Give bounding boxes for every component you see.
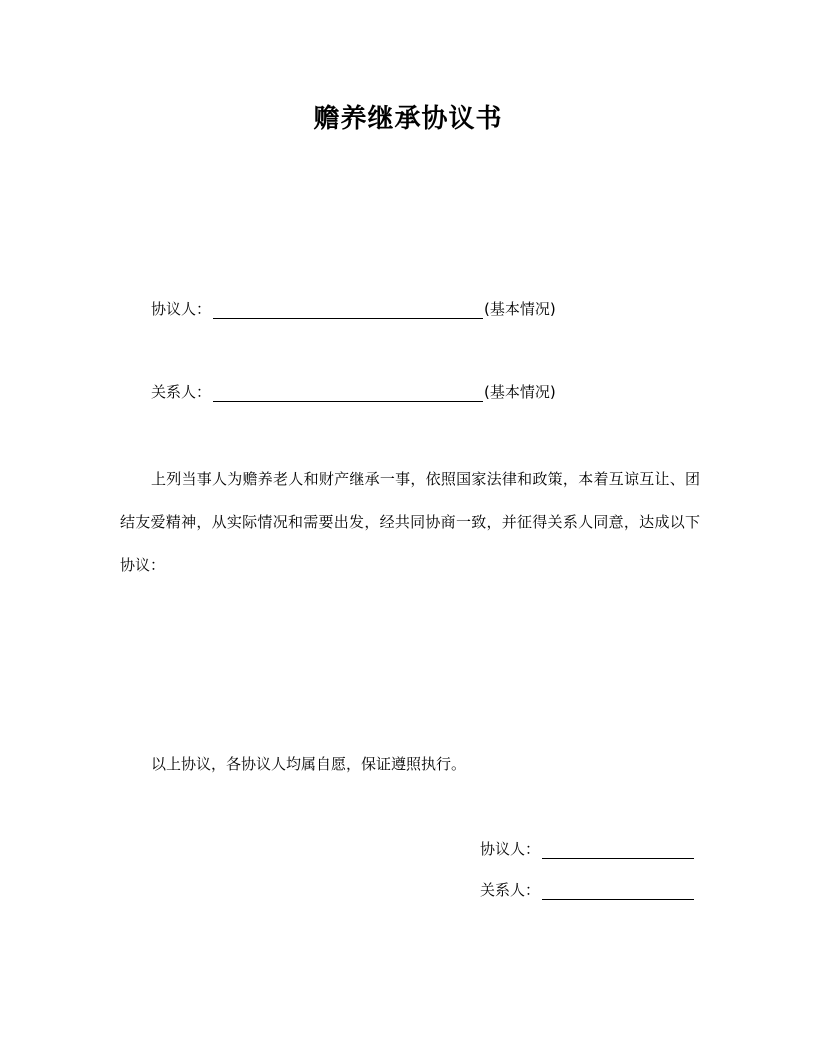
party-note: (基本情况) bbox=[484, 300, 556, 318]
document-title: 赡养继承协议书 bbox=[313, 104, 503, 134]
signature-related-label: 关系人： bbox=[480, 881, 541, 899]
signature-party-label: 协议人： bbox=[480, 840, 541, 858]
party-blank[interactable] bbox=[213, 302, 483, 319]
related-field bbox=[151, 381, 556, 402]
signature-party-blank[interactable] bbox=[542, 842, 694, 859]
signature-party bbox=[480, 838, 695, 859]
signature-related-blank[interactable] bbox=[542, 883, 694, 900]
related-blank[interactable] bbox=[213, 385, 483, 402]
related-label: 关系人： bbox=[151, 383, 212, 401]
party-field bbox=[151, 298, 556, 319]
related-note: (基本情况) bbox=[484, 383, 556, 401]
party-label: 协议人： bbox=[151, 300, 212, 318]
closing-statement: 以上协议，各协议人均属自愿，保证遵照执行。 bbox=[151, 755, 467, 773]
signature-related bbox=[480, 879, 695, 900]
intro-paragraph: 上列当事人为赡养老人和财产继承一事，依照国家法律和政策，本着互谅互让、团结友爱精神，从实际情况和需要出发，经共同协商一致，并征得关系人同意，达成以下协议： bbox=[120, 470, 700, 574]
